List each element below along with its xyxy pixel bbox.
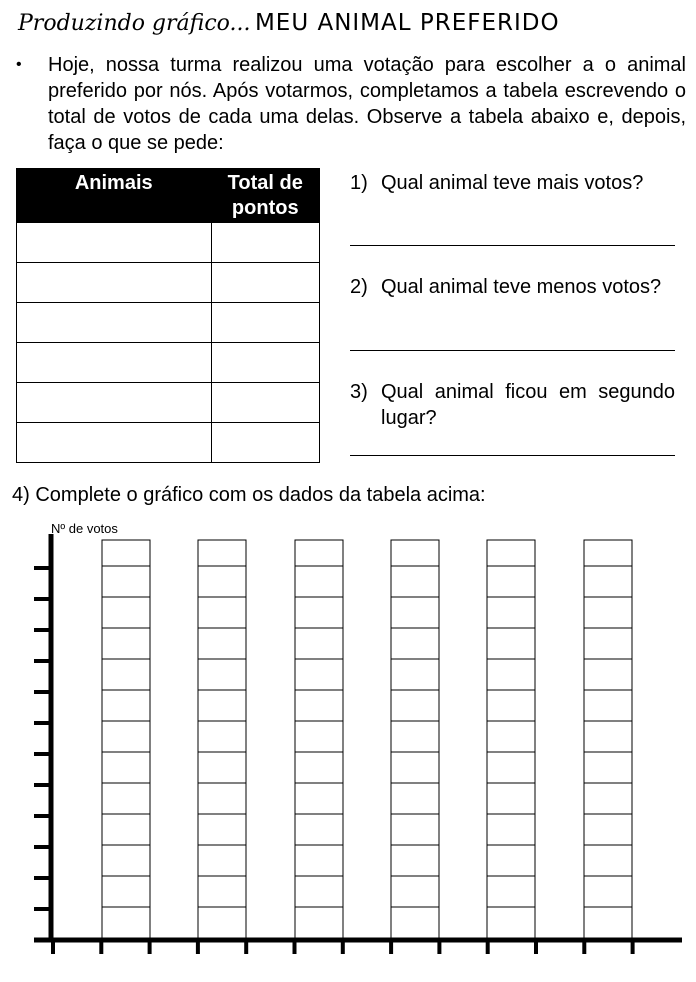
bar-cell[interactable] — [102, 690, 150, 721]
bar-cell[interactable] — [295, 540, 343, 566]
bar-cell[interactable] — [198, 690, 246, 721]
bar-cell[interactable] — [102, 876, 150, 907]
bar-cell[interactable] — [198, 566, 246, 597]
bar-cell[interactable] — [102, 907, 150, 938]
bar-cell[interactable] — [584, 566, 632, 597]
bar-cell[interactable] — [198, 814, 246, 845]
bar-cell[interactable] — [102, 814, 150, 845]
bar-cell[interactable] — [198, 845, 246, 876]
column-header-animais: Animais — [17, 169, 212, 223]
bar-cell[interactable] — [198, 783, 246, 814]
bar-cell[interactable] — [584, 597, 632, 628]
bar-cell[interactable] — [391, 814, 439, 845]
bar-cell[interactable] — [295, 597, 343, 628]
bar-cell[interactable] — [102, 659, 150, 690]
bar-cell[interactable] — [584, 876, 632, 907]
bar-cell[interactable] — [295, 721, 343, 752]
bar-cell[interactable] — [391, 845, 439, 876]
bar-cell[interactable] — [391, 566, 439, 597]
bar-cell[interactable] — [584, 907, 632, 938]
bar-cell[interactable] — [102, 628, 150, 659]
bar-cell[interactable] — [102, 566, 150, 597]
bar-cell[interactable] — [391, 907, 439, 938]
bar-cell[interactable] — [198, 721, 246, 752]
bar-cell[interactable] — [295, 659, 343, 690]
y-axis-label: Nº de votos — [51, 521, 118, 536]
bar-cell[interactable] — [198, 876, 246, 907]
bar-cell[interactable] — [102, 783, 150, 814]
bar-cell[interactable] — [391, 659, 439, 690]
bar-cell[interactable] — [295, 628, 343, 659]
question-3-number: 3) — [350, 381, 368, 403]
bar-cell[interactable] — [295, 907, 343, 938]
bar-cell[interactable] — [295, 814, 343, 845]
bar-cell[interactable] — [198, 628, 246, 659]
bar-cell[interactable] — [295, 876, 343, 907]
bar-cell[interactable] — [391, 628, 439, 659]
header-script-title: Produzindo gráfico... — [18, 11, 251, 36]
question-4-text: Complete o gráfico com os dados da tabela acima: — [35, 484, 486, 506]
bar-cell[interactable] — [584, 783, 632, 814]
bar-cell[interactable] — [584, 628, 632, 659]
question-1-text: Qual animal teve mais votos? — [381, 172, 644, 194]
bar-cell[interactable] — [584, 659, 632, 690]
bar-cell[interactable] — [487, 690, 535, 721]
bar-cell[interactable] — [391, 690, 439, 721]
bar-cell[interactable] — [391, 540, 439, 566]
bar-cell[interactable] — [198, 597, 246, 628]
bar-cell[interactable] — [102, 721, 150, 752]
intro-text: Hoje, nossa turma realizou uma votação para escolher a o animal preferido por nós. Após votarmos, completamos a tabela escrevendo o total de votos de cada uma delas. Observe a tabela abaixo e, depois, faça o que se pede: — [48, 54, 686, 154]
bar-cell[interactable] — [584, 690, 632, 721]
bar-cell[interactable] — [487, 876, 535, 907]
bar-cell[interactable] — [102, 752, 150, 783]
bar-cell[interactable] — [198, 907, 246, 938]
bar-cell[interactable] — [487, 628, 535, 659]
bar-cell[interactable] — [391, 783, 439, 814]
bar-cell[interactable] — [295, 566, 343, 597]
bar-cell[interactable] — [391, 876, 439, 907]
question-1-number: 1) — [350, 172, 368, 194]
column-header-total: Total de pontos — [211, 169, 319, 223]
bar-cell[interactable] — [391, 597, 439, 628]
bar-cell[interactable] — [584, 845, 632, 876]
bar-cell[interactable] — [295, 690, 343, 721]
bar-cell[interactable] — [391, 721, 439, 752]
header-main-title: MEU ANIMAL PREFERIDO — [254, 10, 560, 36]
question-2-number: 2) — [350, 276, 368, 298]
bar-cell[interactable] — [487, 752, 535, 783]
bar-cell[interactable] — [487, 783, 535, 814]
bar-cell[interactable] — [487, 659, 535, 690]
bar-cell[interactable] — [584, 752, 632, 783]
bar-cell[interactable] — [487, 540, 535, 566]
bar-cell[interactable] — [102, 540, 150, 566]
bullet-icon: • — [16, 56, 22, 73]
question-4-number: 4) — [12, 484, 30, 506]
bar-cell[interactable] — [198, 540, 246, 566]
bar-cell[interactable] — [584, 540, 632, 566]
bar-cell[interactable] — [391, 752, 439, 783]
bar-cell[interactable] — [102, 845, 150, 876]
bar-cell[interactable] — [584, 814, 632, 845]
bar-cell[interactable] — [295, 783, 343, 814]
bar-cell[interactable] — [487, 721, 535, 752]
bar-cell[interactable] — [295, 752, 343, 783]
question-2-text: Qual animal teve menos votos? — [381, 276, 662, 298]
bar-cell[interactable] — [198, 659, 246, 690]
bar-cell[interactable] — [584, 721, 632, 752]
bar-cell[interactable] — [487, 845, 535, 876]
question-3-text: Qual animal ficou em segundo lugar? — [381, 381, 675, 429]
bar-cell[interactable] — [487, 814, 535, 845]
bar-cell[interactable] — [487, 597, 535, 628]
bar-cell[interactable] — [198, 752, 246, 783]
bar-cell[interactable] — [295, 845, 343, 876]
bar-cell[interactable] — [487, 566, 535, 597]
bar-cell[interactable] — [102, 597, 150, 628]
bar-cell[interactable] — [487, 907, 535, 938]
